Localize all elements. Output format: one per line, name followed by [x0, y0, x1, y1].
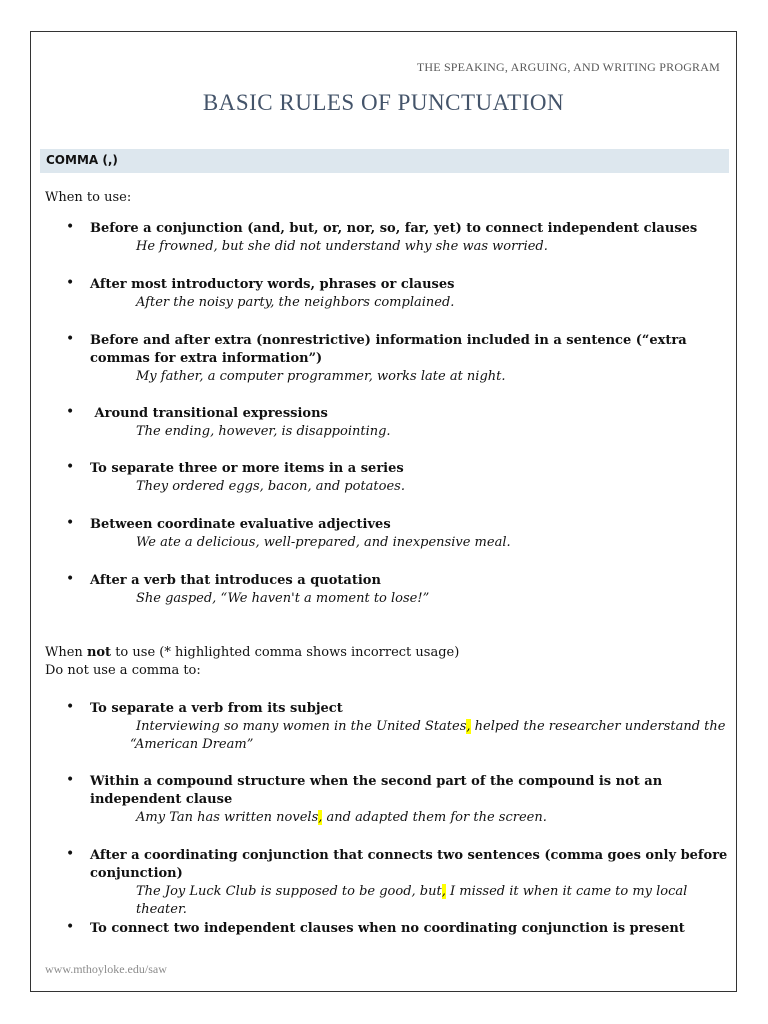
bullet-icon: • — [66, 404, 75, 420]
rule-text: Before and after extra (nonrestrictive) information included in a sentence (“extra commas for extra information”) — [90, 333, 687, 366]
bullet-icon: • — [66, 219, 75, 235]
example-text: We ate a delicious, well-prepared, and inexpensive meal. — [136, 535, 511, 550]
example-text: After the noisy party, the neighbors complained. — [136, 295, 455, 310]
when-not-bold: not — [86, 645, 112, 660]
rule-text: After a coordinating conjunction that connects two sentences (comma goes only before conjunction) — [90, 848, 728, 881]
footer-url: www.mthoyloke.edu/saw — [45, 962, 167, 976]
example-text — [90, 883, 730, 919]
list-item — [66, 515, 730, 552]
example-text: They ordered eggs, bacon, and potatoes. — [136, 479, 405, 494]
example-before: Interviewing so many women in the United States — [136, 719, 467, 734]
example-text: My father, a computer programmer, works late at night. — [136, 369, 506, 384]
document-page — [30, 31, 737, 992]
rule-text: To separate a verb from its subject — [90, 701, 343, 716]
list-item — [66, 331, 730, 386]
bullet-icon: • — [66, 459, 75, 475]
incorrect-comma-highlight: , — [318, 810, 323, 825]
bullet-icon: • — [66, 772, 75, 788]
bullet-icon: • — [66, 699, 75, 715]
rule-text: After most introductory words, phrases or clauses — [90, 277, 455, 292]
page-title: BASIC RULES OF PUNCTUATION — [202, 90, 565, 115]
example-before: Amy Tan has written novels — [136, 810, 319, 825]
example-text: He frowned, but she did not understand why she was worried. — [136, 239, 548, 254]
list-item — [66, 275, 730, 312]
incorrect-comma-highlight: , — [466, 719, 471, 734]
rule-text: Around transitional expressions — [90, 406, 328, 421]
list-item — [66, 404, 730, 441]
example-text — [90, 809, 730, 827]
when-not-pre: When — [45, 645, 87, 660]
rule-text: Before a conjunction (and, but, or, nor, so, far, yet) to connect independent clauses — [90, 221, 698, 236]
rule-text: To separate three or more items in a series — [90, 461, 404, 476]
rule-text: To connect two independent clauses when no coordinating conjunction is present — [90, 921, 685, 936]
example-text — [90, 718, 730, 754]
when-not-post: to use (* highlighted comma shows incorrect usage) — [111, 645, 460, 660]
list-item — [66, 772, 730, 827]
list-item — [66, 219, 730, 256]
example-after: I missed it when it came to my local theater. — [136, 884, 688, 917]
bullet-icon: • — [66, 331, 75, 347]
rule-text: Between coordinate evaluative adjectives — [90, 517, 391, 532]
incorrect-comma-highlight: , — [441, 884, 446, 899]
list-item — [66, 699, 730, 754]
when-to-use-label: When to use: — [45, 190, 132, 205]
rule-text: Within a compound structure when the second part of the compound is not an independent clause — [90, 774, 663, 807]
program-name: THE SPEAKING, ARGUING, AND WRITING PROGRAM — [416, 60, 720, 74]
example-continuation: “American Dream” — [130, 737, 254, 752]
example-before: The Joy Luck Club is supposed to be good, but — [136, 884, 442, 899]
rule-text: After a verb that introduces a quotation — [90, 573, 381, 588]
list-item — [66, 459, 730, 496]
bullet-icon: • — [66, 275, 75, 291]
bullet-icon: • — [66, 515, 75, 531]
bullet-icon: • — [66, 919, 75, 935]
example-after: helped the researcher understand the — [470, 719, 726, 734]
example-text: She gasped, “We haven't a moment to lose!” — [136, 591, 430, 606]
example-text: The ending, however, is disappointing. — [136, 424, 391, 439]
list-item — [66, 846, 730, 919]
section-header-comma: COMMA (,) — [40, 149, 729, 173]
do-not-use-line: Do not use a comma to: — [45, 663, 201, 678]
bullet-icon: • — [66, 571, 75, 587]
example-after: and adapted them for the screen. — [322, 810, 547, 825]
list-item — [66, 919, 730, 938]
when-not-to-use-label — [45, 644, 459, 680]
list-item — [66, 571, 730, 608]
bullet-icon: • — [66, 846, 75, 862]
